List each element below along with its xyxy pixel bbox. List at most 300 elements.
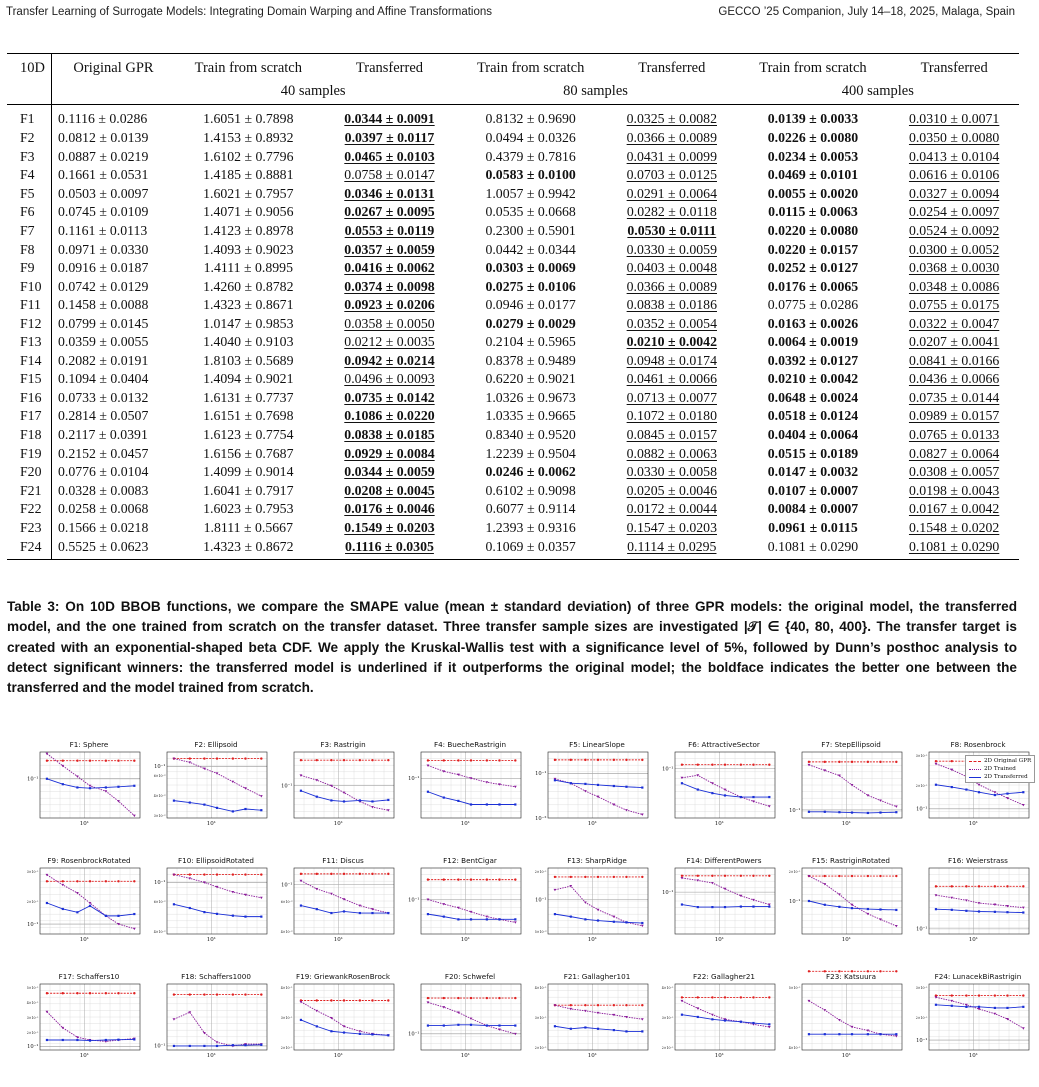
y-tick-label: 10⁻¹ <box>27 776 39 783</box>
transferred-point <box>232 1044 234 1046</box>
original-gpr-point <box>216 993 218 995</box>
original-gpr-point <box>697 764 699 766</box>
table-row <box>7 185 1019 204</box>
transferred-point <box>994 794 996 796</box>
transferred-point <box>752 1022 754 1024</box>
results-figure <box>0 740 1032 1087</box>
transferred-point <box>570 916 572 918</box>
function-name: F4 <box>20 167 35 183</box>
running-header <box>6 6 1015 22</box>
transferred-40-value: 0.0374 ± 0.0098 <box>344 278 435 294</box>
x-tick-label: 10¹ <box>460 1053 470 1059</box>
transferred-80-value: 0.0461 ± 0.0066 <box>626 371 717 387</box>
transferred-400-value: 0.0616 ± 0.0106 <box>908 167 1000 183</box>
trained-point <box>173 1018 176 1020</box>
original-gpr-point <box>89 880 91 882</box>
transferred-40-value: 0.0212 ± 0.0035 <box>344 334 435 350</box>
trained-point <box>895 925 898 927</box>
scratch-40-value: 1.4071 ± 0.9056 <box>203 204 294 220</box>
original-gpr-point <box>46 759 48 761</box>
trained-point <box>625 809 628 811</box>
transferred-point <box>486 803 488 805</box>
subplot-axes <box>28 750 150 842</box>
subplot-title: F14: DifferentPowers <box>686 856 762 865</box>
y-tick-label: 10⁻¹ <box>535 771 547 778</box>
original-gpr-point <box>203 757 205 759</box>
table-row <box>7 407 1019 426</box>
y-tick-label: 2×10⁻¹ <box>534 1045 547 1050</box>
scratch-400-value: 0.0084 ± 0.0007 <box>767 501 859 517</box>
transferred-point <box>935 908 937 910</box>
transferred-point <box>1022 791 1024 793</box>
subplot-panel <box>790 740 912 845</box>
function-name: F9 <box>20 260 35 276</box>
transferred-40-value: 0.1116 ± 0.0305 <box>345 539 434 555</box>
transferred-400-value: 0.1548 ± 0.0202 <box>908 519 1000 535</box>
transferred-point <box>824 811 826 813</box>
subplot-title: F12: BentCigar <box>443 856 497 865</box>
y-tick-label: 5×10⁻¹ <box>26 985 39 990</box>
function-name: F12 <box>20 315 42 331</box>
subplot-panel <box>282 740 404 845</box>
trained-point <box>838 1019 841 1021</box>
transferred-point <box>498 918 500 920</box>
y-tick-label: 10⁻¹ <box>408 1031 420 1038</box>
subplot-title: F3: Rastrigin <box>320 740 366 749</box>
scratch-40-value: 1.4094 ± 0.9021 <box>203 371 294 387</box>
trained-point <box>260 795 263 797</box>
transferred-point <box>824 904 826 906</box>
grid-lines <box>421 868 521 934</box>
x-tick-label: 10¹ <box>206 821 216 827</box>
subplot-axes <box>155 750 277 842</box>
y-tick-label: 4×10⁻² <box>153 793 166 798</box>
original-gpr-point <box>584 759 586 761</box>
original-gpr-point <box>641 1004 643 1006</box>
original-gpr-point <box>613 876 615 878</box>
transferred-point <box>740 1021 742 1023</box>
subplot-axes <box>409 866 531 958</box>
x-tick-label: 10¹ <box>968 1053 978 1059</box>
function-name: F11 <box>20 297 41 313</box>
trained-point <box>641 813 644 815</box>
col-transferred-40: Transferred <box>325 54 455 80</box>
y-tick-label: 10⁻¹ <box>281 882 293 889</box>
legend-swatch <box>969 769 981 770</box>
transferred-point <box>427 1024 429 1026</box>
y-tick-label: 10⁻¹ <box>408 897 420 904</box>
transferred-point <box>808 900 810 902</box>
subplot-title: F21: Gallagher101 <box>563 972 631 981</box>
x-tick-label: 10¹ <box>968 937 978 943</box>
transferred-40-value: 0.1549 ± 0.0203 <box>344 519 435 535</box>
transferred-point <box>427 913 429 915</box>
original-gpr-point <box>189 873 191 875</box>
original-gpr-point <box>76 880 78 882</box>
original-gpr-value: 0.1661 ± 0.0531 <box>52 166 173 185</box>
transferred-80-value: 0.0703 ± 0.0125 <box>626 167 717 183</box>
subplot-panel <box>663 856 785 961</box>
original-gpr-point <box>486 878 488 880</box>
subplot-axes <box>663 750 785 842</box>
scratch-400-value: 0.0064 ± 0.0019 <box>767 334 859 350</box>
transferred-80-value: 0.0845 ± 0.0157 <box>626 427 717 443</box>
x-tick-label: 10¹ <box>333 937 343 943</box>
transferred-400-value: 0.0436 ± 0.0066 <box>908 371 1000 387</box>
scratch-400-value: 0.0055 ± 0.0020 <box>767 185 859 201</box>
transferred-80-value: 0.1547 ± 0.0203 <box>626 519 717 535</box>
transferred-point <box>330 799 332 801</box>
x-tick-label: 10¹ <box>333 1053 343 1059</box>
transferred-point <box>486 1024 488 1026</box>
grid-lines <box>294 984 394 1050</box>
transferred-point <box>470 803 472 805</box>
group-400: 400 samples <box>841 82 914 99</box>
legend-swatch <box>969 777 981 778</box>
original-gpr-point <box>570 876 572 878</box>
transferred-point <box>443 796 445 798</box>
scratch-40-value: 1.4111 ± 0.8995 <box>203 260 293 276</box>
scratch-40-value: 1.8103 ± 0.5689 <box>203 352 294 368</box>
transferred-40-value: 0.0838 ± 0.0185 <box>344 427 435 443</box>
transferred-80-value: 0.0330 ± 0.0059 <box>626 241 717 257</box>
scratch-80-value: 0.6220 ± 0.9021 <box>485 371 576 387</box>
table-row <box>7 518 1019 537</box>
transferred-point <box>89 787 91 789</box>
y-tick-label: 10⁻¹ <box>789 807 801 814</box>
original-gpr-point <box>838 875 840 877</box>
transferred-point <box>76 911 78 913</box>
original-gpr-point <box>343 873 345 875</box>
original-gpr-point <box>216 873 218 875</box>
transferred-40-value: 0.0465 ± 0.0103 <box>344 148 435 164</box>
original-gpr-point <box>851 761 853 763</box>
trained-point <box>133 928 136 930</box>
transferred-point <box>387 1034 389 1036</box>
table-row <box>7 314 1019 333</box>
transferred-40-value: 0.0176 ± 0.0046 <box>344 501 435 517</box>
subplot-title: F22: Gallagher21 <box>693 972 755 981</box>
original-gpr-point <box>371 759 373 761</box>
transferred-point <box>133 785 135 787</box>
trained-point <box>838 893 841 895</box>
subplot-title: F18: Schaffers1000 <box>181 972 251 981</box>
transferred-80-value: 0.0291 ± 0.0064 <box>626 185 717 201</box>
scratch-80-value: 0.0494 ± 0.0326 <box>485 130 576 146</box>
subplot-panel <box>409 972 531 1077</box>
original-gpr-point <box>978 994 980 996</box>
original-gpr-value: 0.0745 ± 0.0109 <box>52 203 173 222</box>
subplot-axes <box>282 750 404 842</box>
transferred-point <box>554 779 556 781</box>
original-gpr-point <box>879 761 881 763</box>
transferred-400-value: 0.0198 ± 0.0043 <box>908 482 1000 498</box>
subplot-panel <box>28 856 150 961</box>
trained-point <box>231 781 234 783</box>
transferred-point <box>443 916 445 918</box>
trained-point <box>133 815 136 817</box>
transferred-point <box>697 788 699 790</box>
transferred-point <box>724 1019 726 1021</box>
transferred-point <box>768 905 770 907</box>
transferred-point <box>216 913 218 915</box>
transferred-point <box>470 918 472 920</box>
original-gpr-point <box>316 759 318 761</box>
original-gpr-point <box>498 878 500 880</box>
scratch-400-value: 0.0107 ± 0.0007 <box>767 482 859 498</box>
scratch-400-value: 0.1081 ± 0.0290 <box>767 539 859 555</box>
x-tick-label: 10¹ <box>841 1053 851 1059</box>
original-gpr-point <box>46 880 48 882</box>
scratch-80-value: 0.6102 ± 0.9098 <box>485 482 576 498</box>
original-gpr-point <box>768 875 770 877</box>
transferred-point <box>76 1039 78 1041</box>
trained-point <box>965 899 968 901</box>
original-gpr-point <box>359 759 361 761</box>
original-gpr-point <box>625 1004 627 1006</box>
original-gpr-point <box>554 876 556 878</box>
x-tick-label: 10¹ <box>714 821 724 827</box>
scratch-40-value: 1.4153 ± 0.8932 <box>203 130 294 146</box>
transferred-40-value: 0.0357 ± 0.0059 <box>344 241 435 257</box>
function-name: F10 <box>20 278 42 294</box>
scratch-400-value: 0.0404 ± 0.0064 <box>767 427 859 443</box>
original-gpr-point <box>443 997 445 999</box>
original-gpr-point <box>486 759 488 761</box>
transferred-point <box>1006 911 1008 913</box>
original-gpr-point <box>514 878 516 880</box>
original-gpr-point <box>76 759 78 761</box>
transferred-point <box>343 1031 345 1033</box>
trained-point <box>315 1010 318 1012</box>
transferred-point <box>359 912 361 914</box>
transferred-point <box>641 1030 643 1032</box>
original-gpr-point <box>740 996 742 998</box>
transferred-point <box>260 1044 262 1046</box>
subplot-title: F4: BuecheRastrigin <box>433 740 507 749</box>
transferred-point <box>514 918 516 920</box>
table-row <box>7 129 1019 148</box>
function-name: F24 <box>7 537 52 560</box>
transferred-point <box>641 786 643 788</box>
table-row <box>7 481 1019 500</box>
transferred-40-value: 0.0344 ± 0.0059 <box>344 464 435 480</box>
transferred-40-value: 0.0416 ± 0.0062 <box>344 260 435 276</box>
original-gpr-point <box>427 997 429 999</box>
transferred-point <box>89 1039 91 1041</box>
running-header-venue: GECCO ’25 Companion, July 14–18, 2025, Malaga, Spain <box>718 6 1015 18</box>
col-original: Original GPR <box>52 54 173 80</box>
original-gpr-point <box>387 759 389 761</box>
original-gpr-point <box>457 759 459 761</box>
scratch-80-value: 0.0442 ± 0.0344 <box>485 241 576 257</box>
table-row <box>7 296 1019 315</box>
original-gpr-point <box>498 759 500 761</box>
original-gpr-value: 0.0733 ± 0.0132 <box>52 389 173 408</box>
subplot-panel <box>282 972 404 1077</box>
transferred-point <box>554 913 556 915</box>
transferred-80-value: 0.0530 ± 0.0111 <box>627 223 717 238</box>
scratch-80-value: 0.0583 ± 0.0100 <box>485 167 576 183</box>
y-tick-label: 2×10⁻¹ <box>915 783 928 788</box>
original-gpr-point <box>316 873 318 875</box>
transferred-point <box>1006 793 1008 795</box>
transferred-40-value: 0.0758 ± 0.0147 <box>344 167 435 183</box>
subplot-axes <box>917 982 1039 1074</box>
subplot-title: F1: Sphere <box>69 740 109 749</box>
original-gpr-point <box>443 878 445 880</box>
table-row <box>7 500 1019 519</box>
transferred-40-value: 0.1086 ± 0.0220 <box>344 408 435 424</box>
transferred-point <box>740 796 742 798</box>
y-tick-label: 3×10⁻² <box>153 813 166 818</box>
original-gpr-point <box>359 999 361 1001</box>
scratch-40-value: 1.0147 ± 0.9853 <box>203 315 294 331</box>
function-name: F19 <box>20 445 42 461</box>
original-gpr-point <box>330 759 332 761</box>
original-gpr-point <box>808 761 810 763</box>
original-gpr-point <box>457 997 459 999</box>
original-gpr-value: 0.2117 ± 0.0391 <box>52 426 173 445</box>
subplot-axes <box>282 982 404 1074</box>
original-gpr-point <box>443 759 445 761</box>
y-tick-label: 2×10⁻¹ <box>26 899 39 904</box>
scratch-400-value: 0.0961 ± 0.0115 <box>768 519 858 535</box>
trained-point <box>485 916 488 918</box>
legend-label: 2D Trained <box>984 766 1016 772</box>
transferred-400-value: 0.1081 ± 0.0290 <box>908 539 1000 555</box>
transferred-80-value: 0.0352 ± 0.0054 <box>626 315 717 331</box>
function-name: F8 <box>20 241 35 257</box>
original-gpr-point <box>343 999 345 1001</box>
transferred-point <box>498 1024 500 1026</box>
scratch-400-value: 0.0648 ± 0.0024 <box>767 389 859 405</box>
original-gpr-point <box>641 759 643 761</box>
original-gpr-point <box>62 992 64 994</box>
transferred-80-value: 0.0948 ± 0.0174 <box>626 352 717 368</box>
transferred-point <box>935 784 937 786</box>
scratch-40-value: 1.6151 ± 0.7698 <box>203 408 294 424</box>
y-tick-label: 2×10⁻¹ <box>915 1015 928 1020</box>
original-gpr-value: 0.0887 ± 0.0219 <box>52 148 173 167</box>
scratch-40-value: 1.4099 ± 0.9014 <box>203 464 294 480</box>
subplot-panel <box>282 856 404 961</box>
y-tick-label: 4×10⁻² <box>280 929 293 934</box>
original-gpr-value: 0.1094 ± 0.0404 <box>52 370 173 389</box>
running-header-title: Transfer Learning of Surrogate Models: Integrating Domain Warping and Affine Transformations <box>6 6 493 18</box>
original-gpr-point <box>105 880 107 882</box>
scratch-400-value: 0.0176 ± 0.0065 <box>767 278 859 294</box>
original-gpr-value: 0.5525 ± 0.0623 <box>52 537 173 560</box>
y-tick-label: 10⁻¹ <box>154 764 166 771</box>
transferred-point <box>216 1045 218 1047</box>
transferred-point <box>879 908 881 910</box>
y-tick-label: 10⁻² <box>535 815 547 822</box>
original-gpr-point <box>554 759 556 761</box>
transferred-point <box>330 912 332 914</box>
subplot-panel <box>790 856 912 961</box>
original-gpr-point <box>935 760 937 762</box>
y-tick-label: 3×10⁻¹ <box>26 1015 39 1020</box>
y-tick-label: 3×10⁻¹ <box>915 985 928 990</box>
y-tick-label: 3×10⁻¹ <box>915 753 928 758</box>
scratch-40-value: 1.6023 ± 0.7953 <box>203 501 294 517</box>
trained-point <box>371 806 374 808</box>
transferred-point <box>554 1025 556 1027</box>
original-gpr-point <box>838 761 840 763</box>
scratch-400-value: 0.0210 ± 0.0042 <box>767 371 859 387</box>
legend-label: 2D Transferred <box>984 774 1028 780</box>
transferred-point <box>711 792 713 794</box>
trained-point <box>768 805 771 807</box>
original-gpr-value: 0.0328 ± 0.0083 <box>52 481 173 500</box>
transferred-400-value: 0.0348 ± 0.0086 <box>908 278 1000 294</box>
y-tick-label: 4×10⁻¹ <box>280 985 293 990</box>
subplot-title: F20: Schwefel <box>444 972 496 981</box>
trained-point <box>711 882 714 884</box>
grid-lines <box>802 984 902 1050</box>
legend-swatch <box>969 761 981 762</box>
subplot-axes <box>790 982 912 1074</box>
original-gpr-point <box>597 876 599 878</box>
trained-point <box>1022 1027 1025 1029</box>
original-gpr-point <box>189 993 191 995</box>
transferred-point <box>808 811 810 813</box>
y-tick-label: 4×10⁻¹ <box>26 1000 39 1005</box>
original-gpr-point <box>105 992 107 994</box>
transferred-point <box>387 799 389 801</box>
transferred-point <box>613 785 615 787</box>
transferred-point <box>597 1028 599 1030</box>
x-tick-label: 10¹ <box>79 821 89 827</box>
original-gpr-point <box>232 993 234 995</box>
transferred-80-value: 0.0838 ± 0.0186 <box>626 297 717 313</box>
transferred-point <box>105 915 107 917</box>
original-gpr-point <box>851 875 853 877</box>
y-tick-label: 6×10⁻² <box>280 899 293 904</box>
transferred-point <box>232 810 234 812</box>
transferred-point <box>641 922 643 924</box>
x-tick-label: 10¹ <box>587 937 597 943</box>
subplot-panel <box>917 972 1039 1077</box>
figure-legend <box>965 755 1035 783</box>
scratch-80-value: 0.8340 ± 0.9520 <box>485 427 576 443</box>
function-name: F1 <box>20 111 35 126</box>
transferred-400-value: 0.0524 ± 0.0092 <box>908 223 1000 238</box>
original-gpr-point <box>1022 885 1024 887</box>
subplot-axes <box>536 982 658 1074</box>
original-gpr-point <box>514 997 516 999</box>
original-gpr-point <box>316 999 318 1001</box>
transferred-point <box>189 801 191 803</box>
y-tick-label: 10⁻¹ <box>154 1043 166 1050</box>
transferred-point <box>46 778 48 780</box>
original-gpr-point <box>879 875 881 877</box>
transferred-point <box>316 796 318 798</box>
table-row <box>7 444 1019 463</box>
function-name: F23 <box>20 519 42 535</box>
original-gpr-point <box>994 885 996 887</box>
original-gpr-point <box>260 757 262 759</box>
transferred-400-value: 0.0765 ± 0.0133 <box>908 427 1000 443</box>
transferred-point <box>203 1045 205 1047</box>
subplot-title: F11: Discus <box>322 856 364 865</box>
subplot-panel <box>28 740 150 845</box>
trained-point <box>470 1018 473 1020</box>
transferred-400-value: 0.0413 ± 0.0104 <box>908 148 1000 164</box>
transferred-point <box>597 919 599 921</box>
transferred-point <box>457 1024 459 1026</box>
